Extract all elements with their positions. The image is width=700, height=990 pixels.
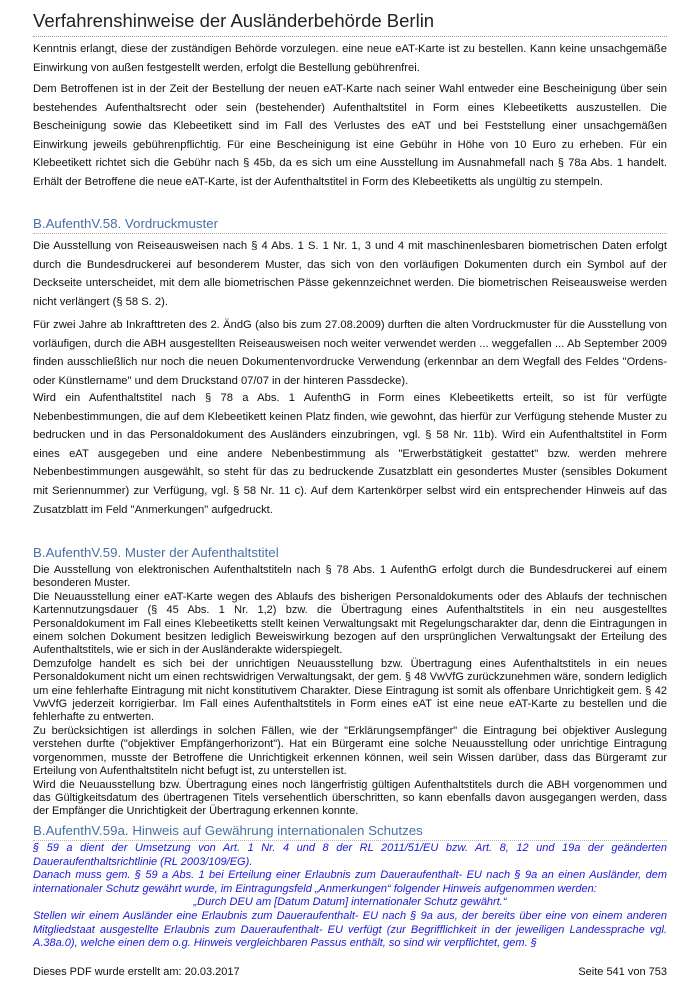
note-paragraph-1: § 59 a dient der Umsetzung von Art. 1 Nr. 4 und 8 der RL 2011/51/EU bzw. Art. 8, 12 und 19a der geänderten Daueraufenthaltsrichtlinie (RL 2003/109/EG). xyxy=(33,842,667,868)
note-paragraph-2: Danach muss gem. § 59 a Abs. 1 bei Erteilung einer Erlaubnis zum Daueraufenthalt- EU nach § 9a an einen Ausländer, dem internationaler Schutz gewährt wurde, im Eintragungsfeld „Anmerkungen“ folgender Hinweis aufgenommen werden: xyxy=(33,869,667,895)
section-59a-divider xyxy=(33,840,667,841)
document-title: Verfahrenshinweise der Ausländerbehörde Berlin xyxy=(33,10,435,31)
section-59a-heading: B.AufenthV.59a. Hinweis auf Gewährung internationalen Schutzes xyxy=(33,823,423,838)
section-59-heading: B.AufenthV.59. Muster der Aufenthaltstitel xyxy=(33,545,279,560)
footer-page-number: Seite 541 von 753 xyxy=(578,966,667,978)
section-59a-note xyxy=(33,842,667,951)
title-divider xyxy=(33,36,667,37)
section-58-heading: B.AufenthV.58. Vordruckmuster xyxy=(33,216,219,231)
section-58-paragraph-1: Die Ausstellung von Reiseausweisen nach § 4 Abs. 1 S. 1 Nr. 1, 3 und 4 mit maschinenlesbaren biometrischen Daten erfolgt durch die Bundesdruckerei auf besonderem Muster, das sich von den vorläufigen Dokumenten durch ein Symbol auf der Deckseite unterscheidet, mit dem alle biometrischen Pässe gekennzeichnet werden. Die biometrischen Reiseausweise werden nicht verlängert (§ 58 S. 2). xyxy=(33,240,667,308)
section-59-text: Die Ausstellung von elektronischen Aufenthaltstiteln nach § 78 Abs. 1 AufenthG erfolgt durch die Bundesdruckerei auf einem besonderen Muster. Die Neuausstellung einer eAT-Karte wegen des Ablaufs des bisherigen Personaldokuments oder des Ablaufs der technischen Kartennutzungsdauer (§ 45 Abs. 1 Nr. 1,2) bzw. die Übertragung eines Aufenthaltstitels in ein neu ausgestelltes Personaldokument im Fall eines Klebeetiketts stellt keinen Verwaltungsakt mit Regelungscharakter dar, denn die Eintragungen in einem solchen Dokument besitzen lediglich Beweiswirkung bezogen auf den ursprünglichen Verwaltungsakt der Erteilung des Aufenthaltstitels, wie er sich in der Ausländerakte widerspiegelt. Demzufolge handelt es sich bei der unrichtigen Neuausstellung bzw. Übertragung eines Aufenthaltstitels in ein neues Personaldokument nicht um einen rechtswidrigen Verwaltungsakt, der gem. § 48 VwVfG zurückzunehmen wäre, sondern lediglich um eine fehlerhafte Eintragung mit nicht konstitutivem Charakter. Diese Eintragung ist somit als offenbare Unrichtigkeit gem. § 42 VwVfG jederzeit korrigierbar. Im Fall eines Aufenthaltstitels in Form eines eAT ist eine neue eAT-Karte zu bestellen und die fehlerhafte zu entwerten. Zu berücksichtigen ist allerdings in solchen Fällen, wie der "Erklärungsempfänger" die Eintragung bei objektiver Auslegung verstehen durfte ("objektiver Empfängerhorizont"). Hat ein Bürgeramt eine solche Neuausstellung oder unrichtige Eintragung vorgenommen, musste der Betroffene die Unrichtigkeit erkennen können, weil sein Wissen darüber, dass das Bürgeramt zur Erteilung von Aufenthaltstiteln nicht befugt ist, zu unterstellen ist. Wird die Neuausstellung bzw. Übertragung eines noch längerfristig gültigen Aufenthaltstitels durch die ABH vorgenommen und das Gültigkeitsdatum des übertragenen Titels versehentlich überschritten, so kann ebenfalls davon ausgegangen werden, dass der Empfänger die Unrichtigkeit der Übertragung erkennen konnte. xyxy=(33,564,667,818)
section-58-paragraph-2: Für zwei Jahre ab Inkrafttreten des 2. ÄndG (also bis zum 27.08.2009) durften die alten Vordruckmuster für die Ausstellung von vorläufigen, durch die ABH ausgestellten Reiseausweisen noch weiter verwendet werden ... weggefallen ... Ab September 2009 finden ausschließlich nur noch die neuen Dokumentenvordrucke Verwendung (erkennbar an dem Wegfall des Feldes "Ordens- oder Künstlername" und dem Druckstand 07/07 in der hinteren Passdecke). xyxy=(33,319,667,387)
section-58-paragraph-3: Wird ein Aufenthaltstitel nach § 78 a Abs. 1 AufenthG in Form eines Klebeetiketts erteilt, so ist für verfügte Nebenbestimmungen, die auf dem Klebeetikett keinen Platz finden, wie gewohnt, das hierfür zur Verfügung stehende Muster zu bedrucken und in das Personaldokument des Ausländers einzubringen, vgl. § 58 Nr. 11b). Wird ein Aufenthaltstitel in Form eines eAT ausgegeben und eine andere Nebenbestimmung als "Erwerbstätigkeit gestattet" bzw. werden mehrere Nebenbestimmungen ausgewählt, so steht für das zu bedruckende Zusatzblatt ein gesondertes Muster (sensibles Dokument mit Seriennummer) zur Verfügung, vgl. § 58 Nr. 11 c). Auf dem Kartenkörper selbst wird ein entsprechender Hinweis auf das Zusatzblatt im Feld "Anmerkungen" aufgedruckt. xyxy=(33,392,667,516)
section-58-divider xyxy=(33,233,667,234)
note-paragraph-3: Stellen wir einem Ausländer eine Erlaubnis zum Daueraufenthalt- EU nach § 9a aus, der bereits über eine von einem anderen Mitgliedstaat ausgestellte Erlaubnis zum Daueraufenthalt- EU verfügt (zur Begrifflichkeit in der jeweiligen Landessprache vgl. A.38a.0), welche einen dem o.g. Hinweis vergleichbaren Passus enthält, so sind wir verpflichtet, gem. § xyxy=(33,909,667,950)
note-quote: „Durch DEU am [Datum Datum] internationaler Schutz gewährt.“ xyxy=(193,896,507,909)
intro-paragraph-1: Kenntnis erlangt, diese der zuständigen Behörde vorzulegen. eine neue eAT-Karte ist zu bestellen. Kann keine unsachgemäße Einwirkung von außen festgestellt werden, erfolgt die Bestellung gebührenfrei. xyxy=(33,43,667,74)
footer-created-date: Dieses PDF wurde erstellt am: 20.03.2017 xyxy=(33,966,240,978)
intro-paragraph-2: Dem Betroffenen ist in der Zeit der Bestellung der neuen eAT-Karte nach seiner Wahl entweder eine Bescheinigung über sein bestehendes Aufenthaltsrecht oder sein (bestehender) Aufenthaltstitel in Form eines Klebeetiketts auszustellen. Die Bescheinigung sowie das Klebeetikett sind im Fall des Verlustes des eAT und bei Feststellung einer unsachgemäßen Einwirkung jeweils gebührenpflichtig. Für eine Bescheinigung ist eine Gebühr in Höhe von 10 Euro zu erheben. Für ein Klebeetikett richtet sich die Gebühr nach § 45b, da es sich um eine Ausstellung im Ausnahmefall nach § 78a Abs. 1 handelt. Erhält der Betroffene die neue eAT-Karte, ist der Aufenthaltstitel in Form des Klebeetiketts als ungültig zu stempeln. xyxy=(33,83,667,188)
